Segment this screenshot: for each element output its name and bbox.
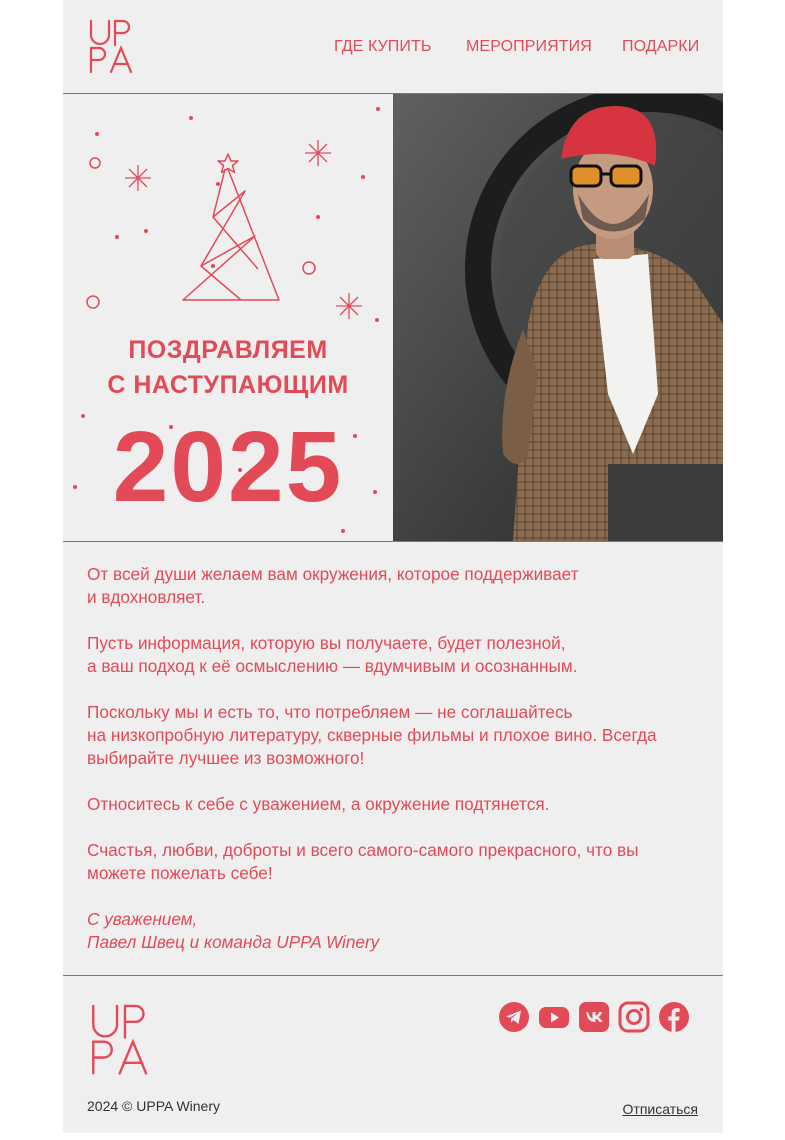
letter-text: Относитесь к себе с уважением, а окружение подтянется. bbox=[87, 794, 550, 814]
facebook-icon[interactable] bbox=[658, 1001, 690, 1033]
vk-icon[interactable] bbox=[578, 1001, 610, 1033]
greeting-line1: ПОЗДРАВЛЯЕМ bbox=[128, 336, 328, 364]
copyright: 2024 © UPPA Winery bbox=[87, 1098, 220, 1114]
letter-text: Поскольку мы и есть то, что потребляем — не соглашайтесь на низкопробную литературу, скверные фильмы и плохое вино. Всегда выбирайте лучшее из возможного! bbox=[87, 702, 657, 768]
new-year-card bbox=[63, 94, 393, 541]
portrait-photo bbox=[393, 94, 723, 541]
instagram-icon[interactable] bbox=[618, 1001, 650, 1033]
youtube-icon[interactable] bbox=[538, 1001, 570, 1033]
letter-body bbox=[87, 563, 699, 977]
unsubscribe-link[interactable]: Отписаться bbox=[622, 1101, 698, 1117]
header bbox=[63, 0, 723, 93]
letter-paragraph-5 bbox=[87, 839, 699, 885]
letter-paragraph-4 bbox=[87, 793, 699, 816]
letter-paragraph-3 bbox=[87, 701, 699, 770]
footer-divider bbox=[63, 975, 723, 976]
hero-divider bbox=[63, 541, 723, 542]
email-container bbox=[63, 0, 723, 1133]
letter-text: Пусть информация, которую вы получаете, будет полезной, а ваш подход к её осмыслению — вдумчивым и осознанным. bbox=[87, 633, 578, 676]
letter-paragraph-1 bbox=[87, 563, 699, 609]
letter-text: От всей души желаем вам окружения, которое поддерживает и вдохновляет. bbox=[87, 564, 579, 607]
nav-gifts[interactable]: ПОДАРКИ bbox=[622, 38, 700, 55]
signature-greeting: С уважением, bbox=[87, 909, 198, 929]
greeting-year: 2025 bbox=[112, 411, 344, 523]
hero-banner bbox=[63, 94, 723, 541]
nav-events[interactable]: МЕРОПРИЯТИЯ bbox=[466, 38, 592, 55]
letter-text: Счастья, любви, доброты и всего самого-самого прекрасного, что вы можете пожелать себе! bbox=[87, 840, 639, 883]
uppa-logo[interactable] bbox=[87, 18, 137, 74]
footer-uppa-logo[interactable] bbox=[87, 1002, 155, 1076]
signature bbox=[87, 908, 699, 954]
telegram-icon[interactable] bbox=[498, 1001, 530, 1033]
letter-paragraph-2 bbox=[87, 632, 699, 678]
nav-where-to-buy[interactable]: ГДЕ КУПИТЬ bbox=[334, 38, 432, 55]
greeting-line2: С НАСТУПАЮЩИМ bbox=[107, 371, 349, 399]
signature-name: Павел Швец и команда UPPA Winery bbox=[87, 932, 380, 952]
